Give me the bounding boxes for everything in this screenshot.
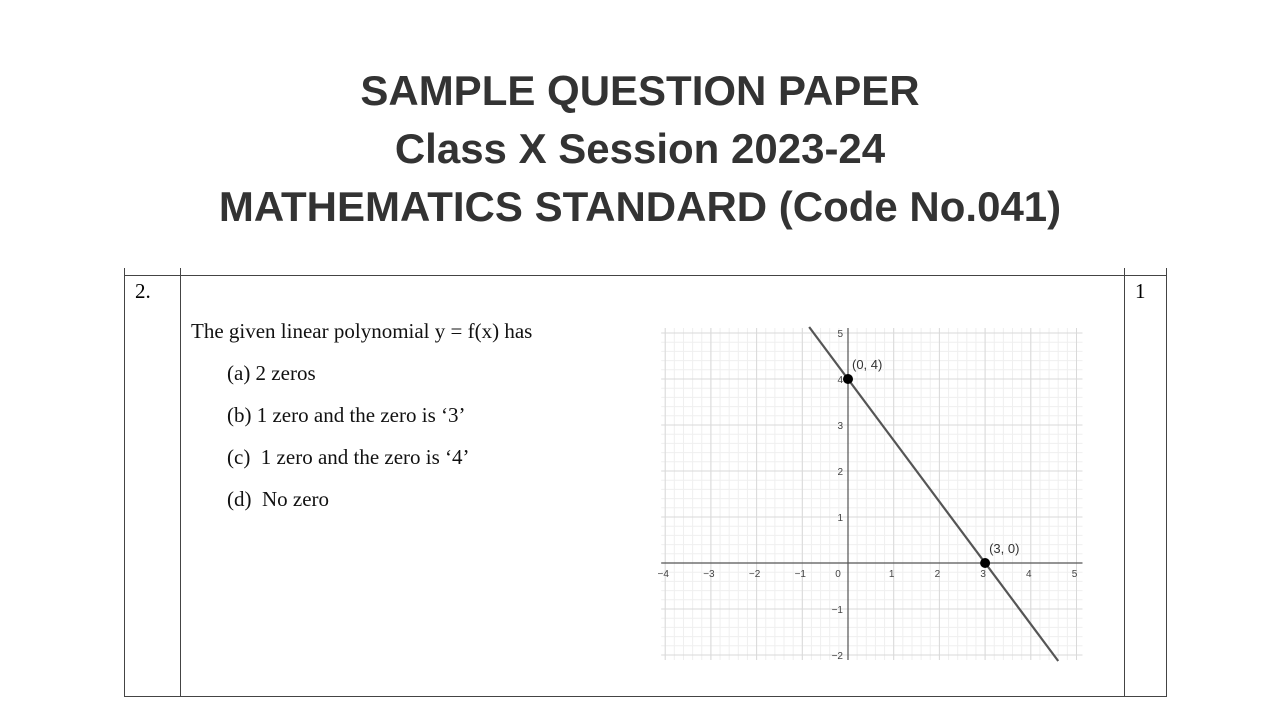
paper-header xyxy=(0,62,1280,236)
header-subject: MATHEMATICS STANDARD (Code No.041) xyxy=(218,183,1062,230)
y-tick-label: −1 xyxy=(831,605,843,616)
header-session: Class X Session 2023-24 xyxy=(394,125,886,172)
question-number: 2. xyxy=(135,279,151,303)
graph-svg xyxy=(659,323,1089,668)
option-a: (a) 2 zeros xyxy=(227,361,316,385)
x-tick-label: 2 xyxy=(934,569,941,580)
x-tick-label: 3 xyxy=(980,569,986,580)
column-divider-marks xyxy=(1124,268,1125,697)
table-bottom-border xyxy=(124,696,1167,697)
question-table xyxy=(124,268,1167,697)
y-tick-label: −2 xyxy=(831,651,843,662)
x-tick-label: −4 xyxy=(657,569,669,580)
table-top-border xyxy=(124,275,1167,276)
intercept-label: (0, 4) xyxy=(852,357,883,372)
question-marks: 1 xyxy=(1135,279,1146,303)
y-tick-label: 4 xyxy=(837,375,843,386)
intercept-point xyxy=(980,558,990,568)
x-tick-label: −2 xyxy=(748,569,761,580)
option-b: (b) 1 zero and the zero is ‘3’ xyxy=(227,403,466,427)
table-right-border xyxy=(1166,268,1167,697)
x-tick-label: 5 xyxy=(1071,569,1078,580)
y-tick-label: 1 xyxy=(837,513,843,524)
x-tick-label: 4 xyxy=(1026,569,1032,580)
y-tick-label: 5 xyxy=(837,329,843,340)
header-title: SAMPLE QUESTION PAPER xyxy=(360,67,920,114)
y-tick-label: 2 xyxy=(837,467,843,478)
x-tick-label: 0 xyxy=(835,569,841,580)
option-c: (c) 1 zero and the zero is ‘4’ xyxy=(227,445,470,469)
intercept-label: (3, 0) xyxy=(989,541,1020,556)
intercept-point xyxy=(843,374,853,384)
x-tick-label: −1 xyxy=(794,569,807,580)
column-divider-number xyxy=(180,268,181,697)
option-d: (d) No zero xyxy=(227,487,330,511)
x-tick-label: 1 xyxy=(888,569,895,580)
y-tick-label: 3 xyxy=(837,421,843,432)
function-graph xyxy=(659,323,1089,673)
x-tick-label: −3 xyxy=(703,569,715,580)
table-left-border xyxy=(124,268,125,697)
question-stem: The given linear polynomial y = f(x) has xyxy=(191,319,533,343)
